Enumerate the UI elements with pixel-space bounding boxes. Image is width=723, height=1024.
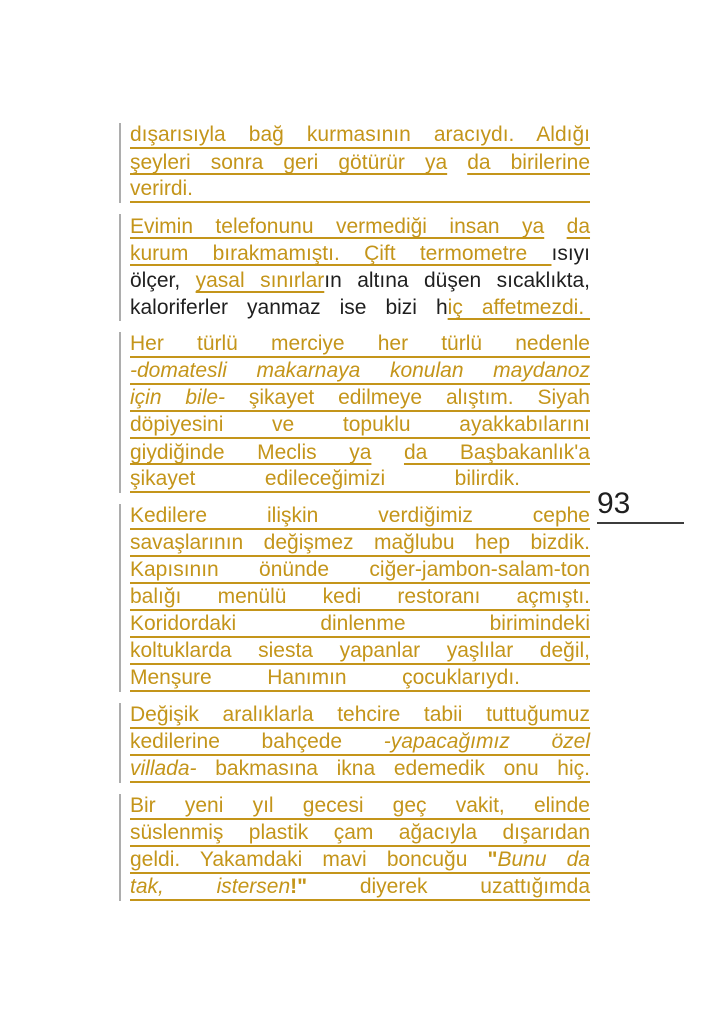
text-line: [130, 793, 590, 820]
word-gap: [371, 441, 404, 464]
inserted-text: Menşure Hanımın çocuklarıydı.: [130, 666, 520, 689]
inserted-text: -yapacağımız özel: [383, 730, 590, 753]
inserted-text: verirdi.: [130, 177, 194, 200]
inserted-text: geldi. Yakamdaki mavi boncuğu: [130, 848, 488, 871]
change-bar: [119, 214, 121, 321]
inserted-text: !": [290, 875, 308, 898]
inserted-text: yasal sınırlar: [195, 269, 325, 292]
inserted-text: kedilerine bahçede: [130, 730, 384, 753]
inserted-text: balığı menülü kedi restoranı açmıştı.: [130, 585, 590, 608]
text-line: [130, 385, 590, 412]
text-line: [130, 638, 590, 665]
inserted-text: Bunu da: [497, 848, 590, 871]
inserted-text: için bile-: [130, 386, 226, 409]
original-text: ölçer,: [130, 269, 196, 292]
inserted-text: -domatesli makarnaya konulan maydanoz: [130, 359, 590, 382]
inserted-text: bakmasına ikna edemedik onu hiç.: [196, 757, 590, 780]
text-line: [130, 213, 590, 240]
inserted-text: tak, istersen: [130, 875, 291, 898]
page-number-rule: [597, 522, 684, 524]
change-bar: [119, 332, 121, 493]
text-line: [130, 729, 590, 756]
text-line: [130, 240, 590, 267]
inserted-text: villada-: [130, 757, 197, 780]
text-line: [130, 331, 590, 358]
inserted-text: da Başbakanlık'a: [403, 441, 590, 464]
paragraph-5: [130, 702, 590, 783]
text-line: [130, 358, 590, 385]
text-line: [130, 267, 590, 294]
inserted-text: da birilerine: [467, 151, 590, 174]
text-block: [130, 122, 590, 911]
inserted-text: kurum bırakmamıştı. Çift termometre: [130, 242, 552, 265]
original-text: ısıyı: [551, 242, 590, 265]
text-line: [130, 149, 590, 176]
paragraph-6: [130, 793, 590, 901]
text-line: [130, 439, 590, 466]
change-bar: [119, 504, 121, 692]
change-bar: [119, 703, 121, 783]
inserted-text: Her türlü merciye her türlü nedenle: [130, 332, 590, 355]
inserted-text: dışarısıyla bağ kurmasının aracıydı. Aldığı: [130, 123, 590, 146]
line-end-spacer: [520, 683, 590, 684]
text-line: [130, 702, 590, 729]
inserted-text: süslenmiş plastik çam ağacıyla dışarıdan: [130, 821, 590, 844]
paragraph-4: [130, 503, 590, 692]
word-gap: [544, 215, 566, 238]
text-line: [130, 557, 590, 584]
inserted-text: Evimin telefonunu vermediği insan ya: [130, 215, 545, 238]
paragraph-3: [130, 331, 590, 493]
inserted-text: savaşlarının değişmez mağlubu hep bizdik.: [130, 531, 590, 554]
inserted-text: Kapısının önünde ciğer-jambon-salam-ton: [130, 558, 590, 581]
inserted-text: şeyleri sonra geri götürür ya: [130, 151, 448, 174]
inserted-text: iç affetmezdi.: [447, 296, 591, 319]
inserted-text: şikayet edilmeye alıştım. Siyah: [225, 386, 590, 409]
text-line: [130, 176, 590, 203]
text-line: [130, 503, 590, 530]
inserted-text: diyerek uzattığımda: [307, 875, 590, 898]
inserted-text: şikayet edileceğimizi bilirdik.: [130, 467, 520, 490]
text-line: [130, 412, 590, 439]
text-line: [130, 756, 590, 783]
paragraph-1: [130, 122, 590, 203]
inserted-text: da: [566, 215, 591, 238]
text-line: [130, 122, 590, 149]
original-text: ın altına düşen sıcaklıkta,: [324, 269, 591, 292]
line-end-spacer: [520, 484, 590, 485]
text-line: [130, 874, 590, 901]
inserted-text: Değişik aralıklarla tehcire tabii tuttuğumuz: [130, 703, 590, 726]
text-line: [130, 611, 590, 638]
inserted-text: döpiyesini ve topuklu ayakkabılarını: [130, 413, 590, 436]
paragraph-2: [130, 213, 590, 321]
word-gap: [447, 151, 467, 174]
inserted-text: koltuklarda siesta yapanlar yaşlılar değil,: [130, 639, 590, 662]
inserted-text: giydiğinde Meclis ya: [130, 441, 372, 464]
change-bar: [119, 794, 121, 901]
inserted-text: Kedilere ilişkin verdiğimiz cephe: [130, 504, 590, 527]
inserted-text: ": [487, 848, 498, 871]
text-line: [130, 847, 590, 874]
original-text: kaloriferler yanmaz ise bizi h: [130, 296, 448, 319]
text-line: [130, 530, 590, 557]
text-line: [130, 665, 590, 692]
text-line: [130, 584, 590, 611]
page-number: 93: [597, 487, 631, 520]
text-line: [130, 820, 590, 847]
text-line: [130, 294, 590, 321]
change-bar: [119, 123, 121, 203]
text-line: [130, 466, 590, 493]
inserted-text: Bir yeni yıl gecesi geç vakit, elinde: [130, 794, 590, 817]
inserted-text: Koridordaki dinlenme birimindeki: [130, 612, 590, 635]
